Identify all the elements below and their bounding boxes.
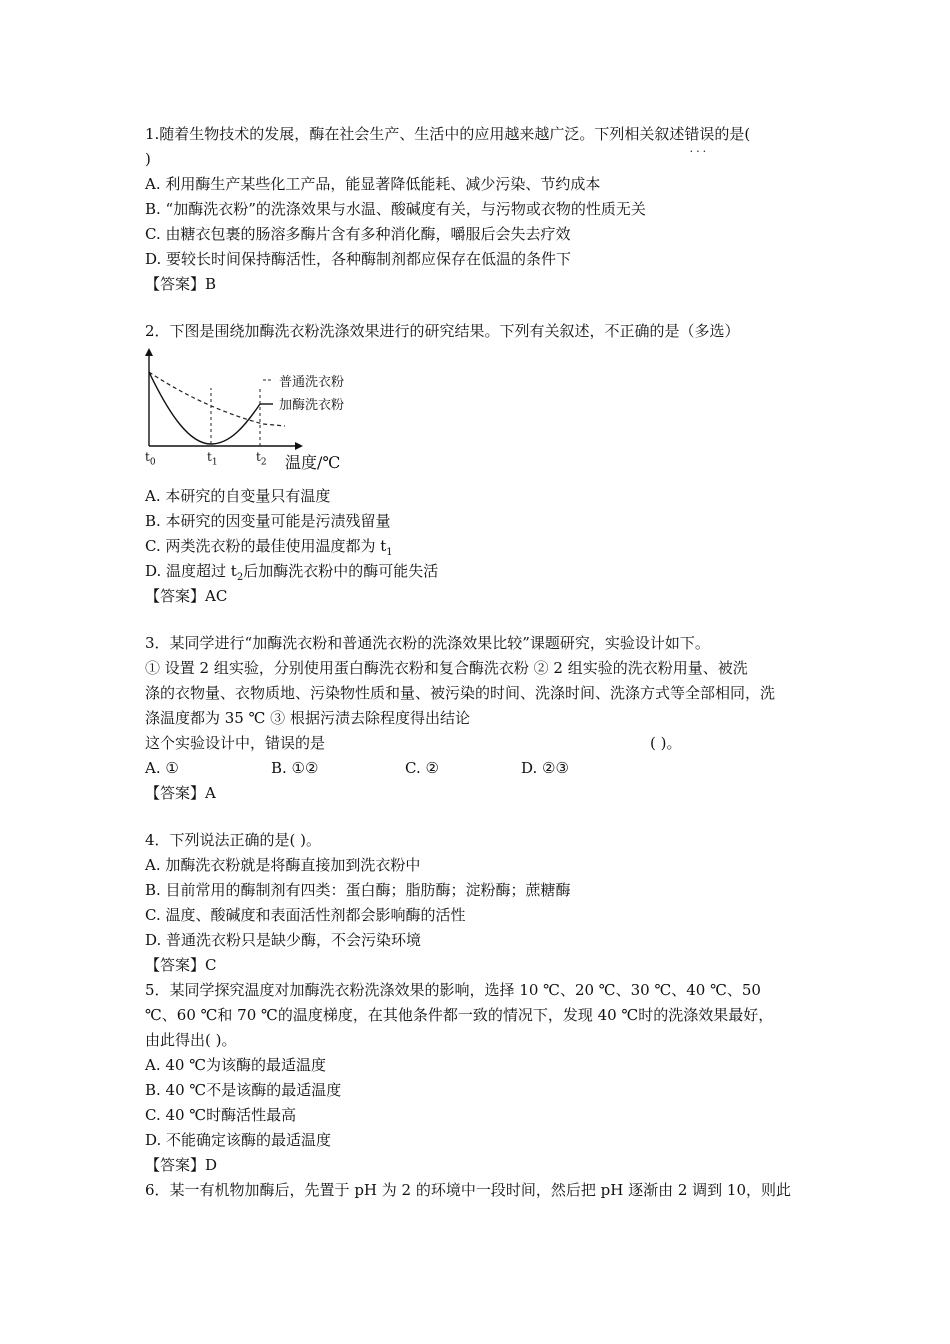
q4-option-b: B. 目前常用的酶制剂有四类：蛋白酶；脂肪酶；淀粉酶；蔗糖酶 — [145, 881, 571, 899]
document-page — [145, 122, 815, 1203]
q5-option-b: B. 40 ℃不是该酶的最适温度 — [145, 1081, 342, 1099]
q5-option-a: A. 40 ℃为该酶的最适温度 — [145, 1056, 327, 1074]
q3-line-4: 涤温度都为 35 ℃ ③ 根据污渍去除程度得出结论 — [145, 709, 470, 727]
q3-answer: 【答案】A — [145, 784, 216, 802]
q5-line-2: ℃、60 ℃和 70 ℃的温度梯度，在其他条件都一致的情况下，发现 40 ℃时的洗涤效果最好， — [145, 1006, 774, 1024]
q4-option-c: C. 温度、酸碱度和表面活性剂都会影响酶的活性 — [145, 906, 466, 924]
q1-answer: 【答案】B — [145, 275, 217, 293]
q3-option-c: C. ② — [405, 759, 439, 777]
q4-option-a: A. 加酶洗衣粉就是将酶直接加到洗衣粉中 — [145, 856, 421, 874]
tick-t2: $t_2$ — [256, 450, 267, 468]
q2-answer: 【答案】AC — [145, 587, 228, 605]
q1-stem-text: 1.随着生物技术的发展，酶在社会生产、生活中的应用越来越广泛。下列相关叙述 — [145, 125, 685, 143]
q3-line-3: 涤的衣物量、衣物质地、污染物性质和量、被污染的时间、洗涤时间、洗涤方式等全部相同，洗 — [145, 684, 776, 702]
q3-options — [145, 756, 815, 781]
q2-option-d: D. 温度超过 $t_2$后加酶洗衣粉中的酶可能失活 — [145, 562, 439, 583]
q1-option-c: C. 由糖衣包裹的肠溶多酶片含有多种消化酶，嚼服后会失去疗效 — [145, 225, 571, 243]
q3-line-2: ① 设置 2 组实验，分别使用蛋白酶洗衣粉和复合酶洗衣粉 ② 2 组实验的洗衣粉用量、被洗 — [145, 659, 748, 677]
q3-option-a: A. ① — [145, 759, 179, 777]
q4-option-d: D. 普通洗衣粉只是缺少酶，不会污染环境 — [145, 931, 422, 949]
q1-stem-tail: 的是( — [714, 125, 751, 143]
tick-t0: $t_0$ — [145, 450, 156, 468]
q3-line-5: 这个实验设计中，错误的是 ( )。 — [145, 734, 682, 752]
x-axis-arrow — [295, 442, 303, 450]
q4-answer: 【答案】C — [145, 956, 217, 974]
q2-option-c: C. 两类洗衣粉的最佳使用温度都为 $t_1$ — [145, 537, 393, 558]
legend-ordinary: 普通洗衣粉 — [279, 375, 345, 390]
q1-option-a: A. 利用酶生产某些化工产品，能显著降低能耗、减少污染、节约成本 — [145, 175, 601, 193]
tick-t1: $t_1$ — [207, 450, 218, 468]
q5-option-d: D. 不能确定该酶的最适温度 — [145, 1131, 332, 1149]
q5-line-1: 5．某同学探究温度对加酶洗衣粉洗涤效果的影响，选择 10 ℃、20 ℃、30 ℃、40 ℃、50 — [145, 981, 761, 999]
q3-option-d: D. ②③ — [521, 759, 569, 777]
q2-figure — [145, 346, 385, 474]
q2-option-a: A. 本研究的自变量只有温度 — [145, 487, 331, 505]
q5-option-c: C. 40 ℃时酶活性最高 — [145, 1106, 297, 1124]
q5-answer: 【答案】D — [145, 1156, 218, 1174]
q1-stem-close: ) — [145, 150, 151, 168]
x-axis-label: 温度/℃ — [285, 453, 341, 472]
q5-line-3: 由此得出( )。 — [145, 1031, 237, 1049]
q1-option-d: D. 要较长时间保持酶活性，各种酶制剂都应保存在低温的条件下 — [145, 250, 572, 268]
y-axis-arrow — [145, 348, 153, 356]
q2-stem: 2．下图是围绕加酶洗衣粉洗涤效果进行的研究结果。下列有关叙述，不正确的是（多选） — [145, 322, 740, 340]
enzyme-powder-curve — [149, 372, 260, 444]
q1-stem — [145, 122, 815, 147]
q4-stem: 4．下列说法正确的是( )。 — [145, 831, 322, 849]
q2-option-b: B. 本研究的因变量可能是污渍残留量 — [145, 512, 391, 530]
q1-emphasis: 错误 ··· — [684, 125, 714, 143]
q3-line-1: 3．某同学进行“加酶洗衣粉和普通洗衣粉的洗涤效果比较”课题研究，实验设计如下。 — [145, 634, 710, 652]
legend-enzyme: 加酶洗衣粉 — [279, 398, 345, 413]
q3-option-b: B. ①② — [271, 759, 319, 777]
q6-line-1: 6．某一有机物加酶后，先置于 pH 为 2 的环境中一段时间，然后把 pH 逐渐由 2 调到 10，则此 — [145, 1181, 791, 1199]
q1-option-b: B. “加酶洗衣粉”的洗涤效果与水温、酸碱度有关，与污物或衣物的性质无关 — [145, 200, 646, 218]
